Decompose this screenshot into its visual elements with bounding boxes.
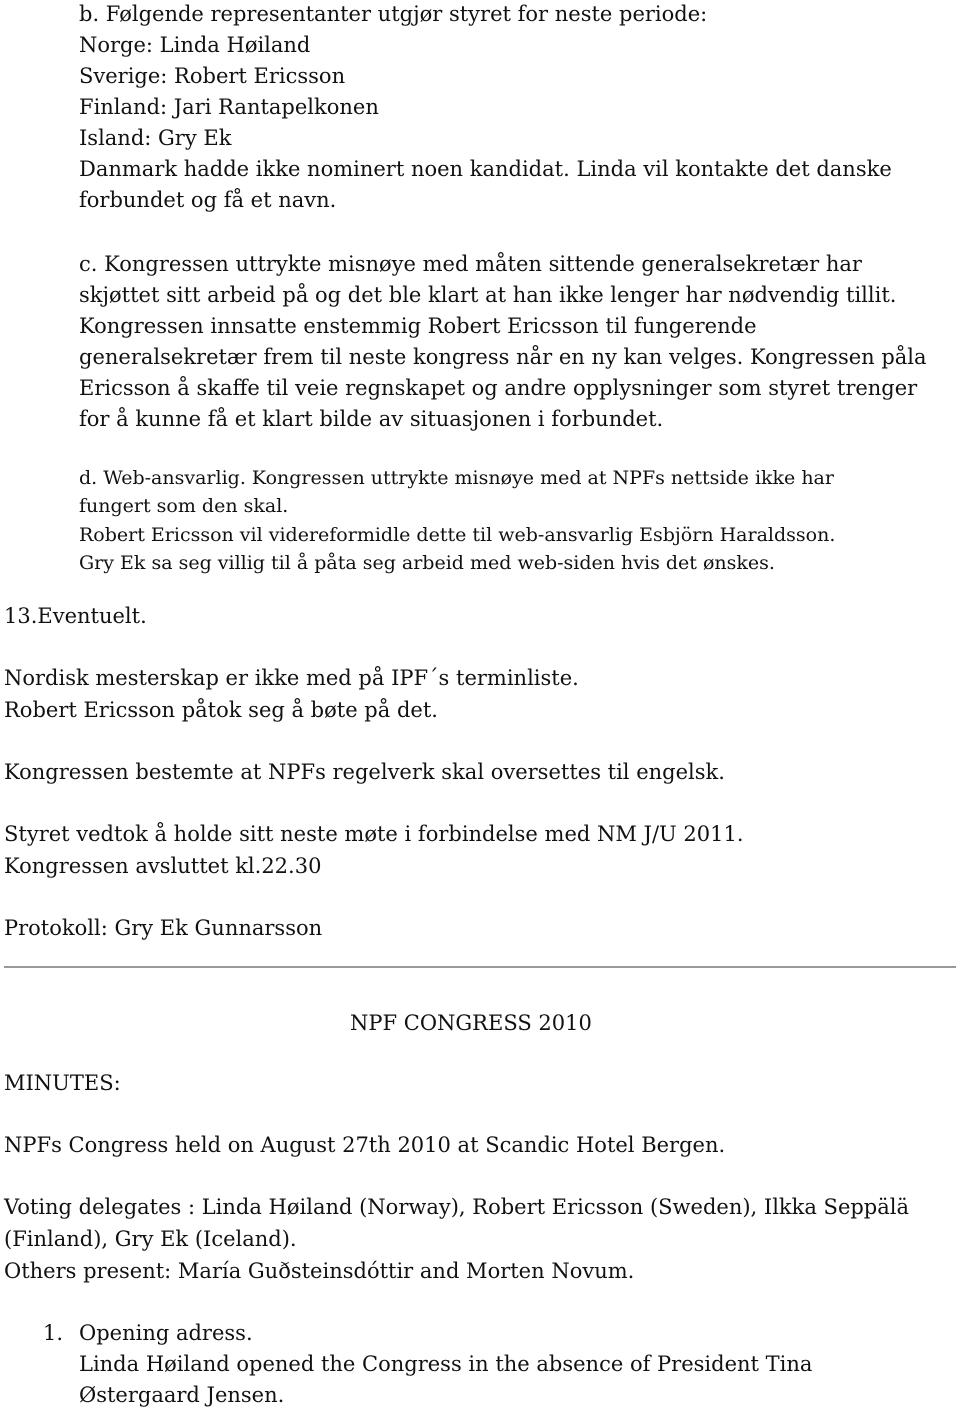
minutes-label: MINUTES: <box>4 1071 121 1095</box>
section-d-line-4: Gry Ek sa seg villig til å påta seg arbeid med web-siden hvis det ønskes. <box>79 552 775 574</box>
item-1-line-1: Linda Høiland opened the Congress in the absence of President Tina <box>79 1352 813 1376</box>
section-c-line-3: Kongressen innsatte enstemmig Robert Ericsson til fungerende <box>79 314 757 338</box>
section-b-line-2: Norge: Linda Høiland <box>79 33 311 57</box>
eventuelt-line-3: Kongressen bestemte at NPFs regelverk skal oversettes til engelsk. <box>4 760 725 784</box>
item-1-title: Opening adress. <box>79 1321 253 1345</box>
section-b-line-5: Island: Gry Ek <box>79 126 232 150</box>
section-b-line-7: forbundet og få et navn. <box>79 188 337 212</box>
section-divider <box>4 966 956 968</box>
section-b-line-6: Danmark hadde ikke nominert noen kandidat. Linda vil kontakte det danske <box>79 157 892 181</box>
eventuelt-line-6: Protokoll: Gry Ek Gunnarsson <box>4 916 323 940</box>
item-1-line-2: Østergaard Jensen. <box>79 1383 285 1407</box>
eventuelt-line-1: Nordisk mesterskap er ikke med på IPF´s terminliste. <box>4 666 579 690</box>
english-line-2: Voting delegates : Linda Høiland (Norway), Robert Ericsson (Sweden), Ilkka Seppälä <box>4 1195 910 1219</box>
section-c-line-6: for å kunne få et klart bilde av situasjonen i forbundet. <box>79 407 664 431</box>
english-title: NPF CONGRESS 2010 <box>350 1011 592 1035</box>
eventuelt-line-2: Robert Ericsson påtok seg å bøte på det. <box>4 698 438 722</box>
section-c-line-4: generalsekretær frem til neste kongress når en ny kan velges. Kongressen påla <box>79 345 927 369</box>
section-d-line-1: d. Web-ansvarlig. Kongressen uttrykte misnøye med at NPFs nettside ikke har <box>79 467 834 489</box>
section-b-line-1: b. Følgende representanter utgjør styret for neste periode: <box>79 2 708 26</box>
section-b-line-3: Sverige: Robert Ericsson <box>79 64 346 88</box>
eventuelt-line-5: Kongressen avsluttet kl.22.30 <box>4 854 322 878</box>
english-line-4: Others present: María Guðsteinsdóttir and Morten Novum. <box>4 1259 635 1283</box>
eventuelt-line-4: Styret vedtok å holde sitt neste møte i forbindelse med NM J/U 2011. <box>4 822 744 846</box>
item-1-number: 1. <box>43 1321 64 1345</box>
section-d-line-2: fungert som den skal. <box>79 495 289 517</box>
section-c-line-5: Ericsson å skaffe til veie regnskapet og andre opplysninger som styret trenger <box>79 376 918 400</box>
section-c-line-1: c. Kongressen uttrykte misnøye med måten sittende generalsekretær har <box>79 252 862 276</box>
section-b-line-4: Finland: Jari Rantapelkonen <box>79 95 379 119</box>
section-d-line-3: Robert Ericsson vil videreformidle dette til web-ansvarlig Esbjörn Haraldsson. <box>79 524 836 546</box>
section-c-line-2: skjøttet sitt arbeid på og det ble klart at han ikke lenger har nødvendig tillit. <box>79 283 897 307</box>
english-line-3: (Finland), Gry Ek (Iceland). <box>4 1227 297 1251</box>
eventuelt-heading: 13.Eventuelt. <box>4 604 147 628</box>
english-line-1: NPFs Congress held on August 27th 2010 at Scandic Hotel Bergen. <box>4 1133 726 1157</box>
